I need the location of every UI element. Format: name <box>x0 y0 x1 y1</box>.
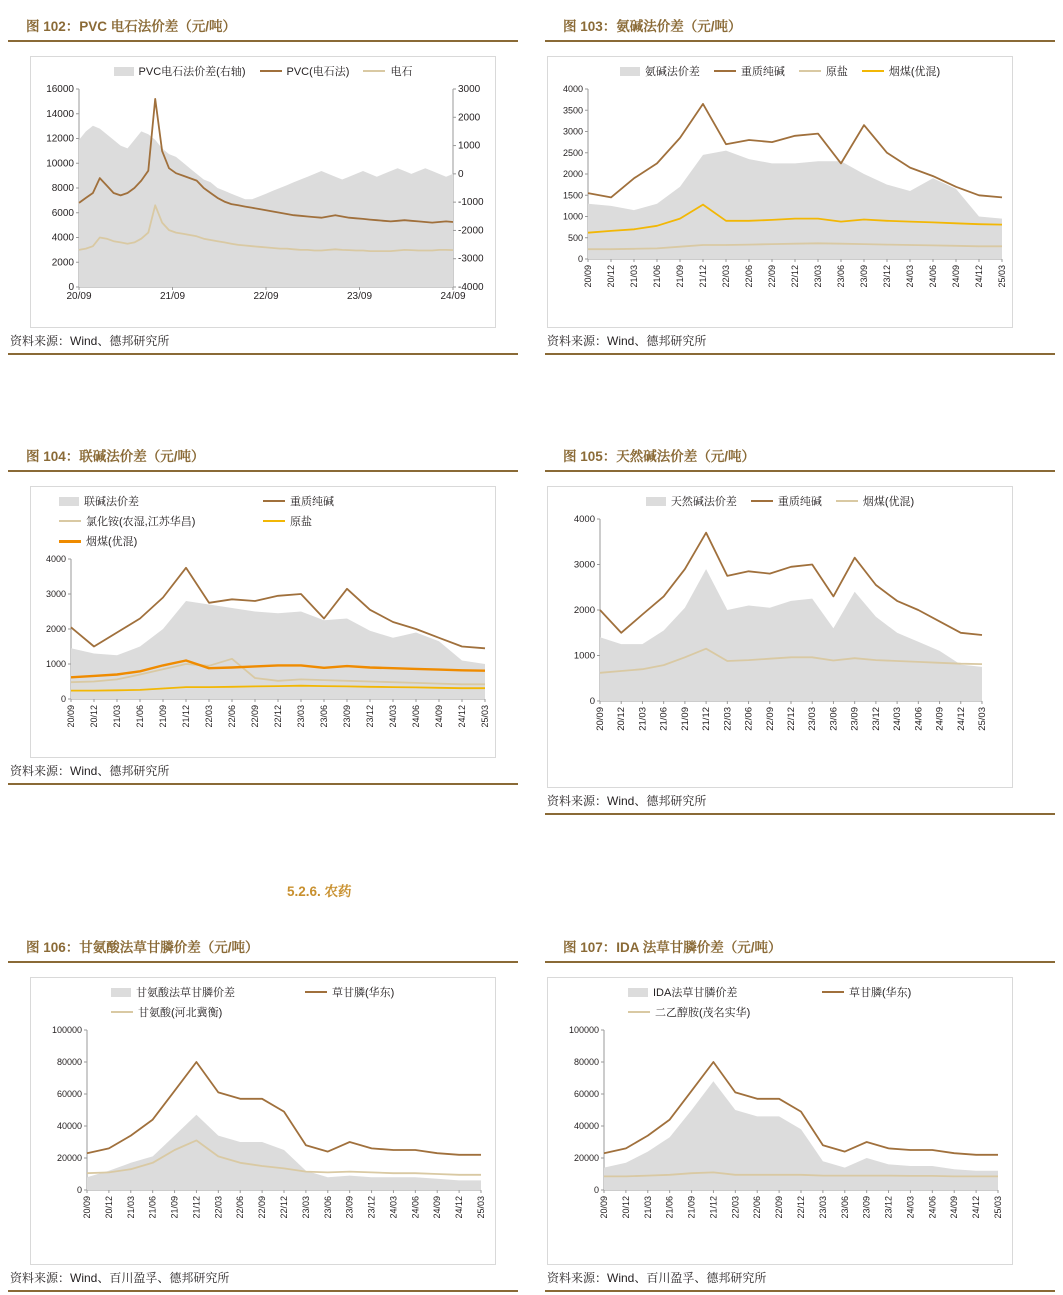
svg-text:24/12: 24/12 <box>454 1196 465 1219</box>
svg-text:23/12: 23/12 <box>883 1196 894 1219</box>
svg-text:0: 0 <box>593 1185 599 1195</box>
legend-label: 烟煤(优混) <box>888 66 941 78</box>
legend-line-icon <box>862 70 884 72</box>
svg-text:3000: 3000 <box>562 126 583 137</box>
legend-swatch-icon <box>59 497 79 506</box>
source-text: 资料来源：Wind、百川盈孚、德邦研究所 <box>10 1271 230 1285</box>
svg-text:2000: 2000 <box>45 624 66 634</box>
legend-item <box>646 493 737 509</box>
svg-text:23/03: 23/03 <box>807 707 819 731</box>
svg-text:20/09: 20/09 <box>82 1196 92 1219</box>
svg-text:21/03: 21/03 <box>112 705 122 728</box>
chart-container-105 <box>547 486 1013 788</box>
svg-text:20/12: 20/12 <box>103 1196 114 1219</box>
svg-text:21/09: 21/09 <box>679 707 691 731</box>
svg-text:20/12: 20/12 <box>620 1196 631 1219</box>
svg-text:23/12: 23/12 <box>366 1196 377 1219</box>
svg-text:23/06: 23/06 <box>836 265 846 288</box>
header-rule <box>8 40 518 42</box>
svg-text:24/12: 24/12 <box>457 705 467 728</box>
legend-swatch-icon <box>111 988 131 997</box>
legend-line-icon <box>260 70 282 72</box>
svg-text:20/09: 20/09 <box>66 291 92 302</box>
svg-text:21/03: 21/03 <box>629 265 639 288</box>
legend-label: 天然碱法价差 <box>670 496 737 508</box>
svg-text:24/06: 24/06 <box>913 707 925 731</box>
svg-text:22/03: 22/03 <box>722 707 734 731</box>
figure-header <box>545 14 1055 40</box>
chart-container-106 <box>30 977 496 1265</box>
svg-text:0: 0 <box>76 1185 82 1195</box>
figure-panel-102 <box>8 14 518 355</box>
svg-text:23/06: 23/06 <box>839 1196 850 1219</box>
svg-text:22/12: 22/12 <box>273 705 283 728</box>
svg-text:25/03: 25/03 <box>993 1196 1003 1219</box>
chart-container-103 <box>547 56 1013 328</box>
svg-text:21/06: 21/06 <box>147 1196 158 1219</box>
svg-text:500: 500 <box>567 232 583 243</box>
svg-text:24/09: 24/09 <box>434 705 444 728</box>
legend-swatch-icon <box>628 988 648 997</box>
source-text: 资料来源：Wind、德邦研究所 <box>10 334 170 348</box>
svg-text:6000: 6000 <box>51 207 74 219</box>
legend-label: 氨碱法价差 <box>644 66 700 78</box>
svg-text:22/12: 22/12 <box>786 707 797 731</box>
legend-item <box>260 63 350 79</box>
svg-text:3000: 3000 <box>458 84 481 95</box>
svg-text:21/03: 21/03 <box>642 1196 653 1219</box>
svg-text:20/12: 20/12 <box>616 707 628 731</box>
figure-panel-106 <box>8 935 518 1292</box>
svg-text:22/12: 22/12 <box>790 265 800 288</box>
svg-text:24/12: 24/12 <box>971 1196 982 1219</box>
svg-text:21/12: 21/12 <box>191 1196 202 1219</box>
svg-text:60000: 60000 <box>573 1089 599 1099</box>
legend-label: 草甘膦(华东) <box>849 987 912 999</box>
legend-label: 烟煤(优混) <box>86 536 138 548</box>
legend-swatch-icon <box>114 67 134 76</box>
svg-text:1000: 1000 <box>458 140 481 152</box>
legend-swatch-icon <box>620 67 640 76</box>
svg-text:22/09: 22/09 <box>764 707 776 731</box>
svg-text:21/12: 21/12 <box>708 1196 719 1219</box>
svg-text:4000: 4000 <box>573 514 595 525</box>
svg-text:21/06: 21/06 <box>652 265 662 288</box>
svg-text:24/03: 24/03 <box>905 1196 916 1219</box>
legend-label: 重质纯碱 <box>777 496 822 508</box>
figure-header <box>545 935 1055 961</box>
chart-legend <box>31 487 495 551</box>
figure-header <box>545 444 1055 470</box>
svg-text:0: 0 <box>68 282 74 293</box>
svg-text:12000: 12000 <box>46 133 74 145</box>
legend-item <box>263 493 334 509</box>
chart-plot-107 <box>548 1022 1012 1250</box>
header-rule <box>545 961 1055 963</box>
svg-text:20/09: 20/09 <box>595 707 606 731</box>
svg-text:25/03: 25/03 <box>476 1196 486 1219</box>
legend-swatch-icon <box>646 497 666 506</box>
svg-text:23/09: 23/09 <box>861 1196 872 1219</box>
figure-title: 图 104：联碱法价差（元/吨） <box>26 444 518 470</box>
svg-text:25/03: 25/03 <box>480 705 490 728</box>
legend-line-icon <box>363 70 385 72</box>
svg-text:21/09: 21/09 <box>158 705 168 728</box>
chart-legend <box>548 978 1012 1022</box>
svg-text:4000: 4000 <box>51 232 74 244</box>
svg-text:24/03: 24/03 <box>905 265 915 288</box>
svg-text:21/12: 21/12 <box>181 705 191 728</box>
svg-text:24/06: 24/06 <box>411 705 421 728</box>
svg-text:2000: 2000 <box>573 605 595 616</box>
svg-text:24/06: 24/06 <box>410 1196 421 1219</box>
chart-plot-104 <box>31 551 495 757</box>
svg-text:21/06: 21/06 <box>664 1196 675 1219</box>
figure-panel-103 <box>545 14 1055 355</box>
legend-line-icon <box>799 70 821 72</box>
svg-text:21/12: 21/12 <box>701 707 713 731</box>
svg-text:20000: 20000 <box>573 1153 599 1163</box>
header-rule <box>545 470 1055 472</box>
svg-text:10000: 10000 <box>46 158 74 170</box>
svg-text:0: 0 <box>458 168 464 180</box>
source-rule <box>8 1290 518 1292</box>
source-text: 资料来源：Wind、德邦研究所 <box>547 334 707 348</box>
figure-header <box>8 935 518 961</box>
svg-text:100000: 100000 <box>568 1025 599 1035</box>
figure-header <box>8 444 518 470</box>
svg-text:22/03: 22/03 <box>213 1196 224 1219</box>
svg-text:20/09: 20/09 <box>599 1196 609 1219</box>
svg-text:20/12: 20/12 <box>89 705 99 728</box>
legend-item <box>305 984 394 1000</box>
svg-text:23/03: 23/03 <box>300 1196 311 1219</box>
source-text: 资料来源：Wind、德邦研究所 <box>547 794 707 808</box>
legend-line-icon <box>628 1011 650 1013</box>
svg-text:23/12: 23/12 <box>365 705 375 728</box>
svg-text:24/09: 24/09 <box>949 1196 960 1219</box>
svg-text:25/03: 25/03 <box>997 265 1007 288</box>
svg-text:4000: 4000 <box>562 84 583 94</box>
svg-text:3000: 3000 <box>45 589 66 599</box>
legend-item <box>628 1004 808 1020</box>
legend-line-icon <box>822 991 844 993</box>
header-rule <box>8 470 518 472</box>
legend-label: 重质纯碱 <box>290 496 334 508</box>
figure-panel-104 <box>8 444 518 785</box>
legend-label: 草甘膦(华东) <box>332 987 395 999</box>
svg-text:23/12: 23/12 <box>870 707 882 731</box>
svg-text:20/12: 20/12 <box>606 265 616 288</box>
chart-container-102 <box>30 56 496 328</box>
svg-text:22/03: 22/03 <box>730 1196 741 1219</box>
svg-text:21/06: 21/06 <box>135 705 145 728</box>
legend-line-icon <box>111 1011 133 1013</box>
figure-panel-107 <box>545 935 1055 1292</box>
svg-text:21/09: 21/09 <box>169 1196 180 1219</box>
legend-line-icon <box>751 500 773 502</box>
svg-text:1000: 1000 <box>45 659 66 669</box>
chart-container-107 <box>547 977 1013 1265</box>
svg-text:-1000: -1000 <box>458 197 484 209</box>
legend-label: 甘氨酸(河北冀衡) <box>138 1007 223 1019</box>
svg-text:24/09: 24/09 <box>440 291 466 302</box>
header-square-icon <box>545 14 563 40</box>
svg-text:80000: 80000 <box>573 1057 599 1067</box>
source-text: 资料来源：Wind、百川盈孚、德邦研究所 <box>547 1271 767 1285</box>
header-square-icon <box>545 444 563 470</box>
svg-text:24/09: 24/09 <box>951 265 961 288</box>
svg-text:14000: 14000 <box>46 108 74 120</box>
legend-line-icon <box>263 520 285 522</box>
header-square-icon <box>8 935 26 961</box>
svg-text:2000: 2000 <box>458 112 481 124</box>
svg-text:21/06: 21/06 <box>658 707 670 731</box>
svg-text:21/09: 21/09 <box>159 291 186 302</box>
legend-item <box>799 63 848 79</box>
legend-label: 烟煤(优混) <box>862 496 915 508</box>
legend-label: 氯化铵(农湿,江苏华昌) <box>86 516 196 528</box>
svg-text:22/09: 22/09 <box>257 1196 268 1219</box>
svg-text:23/06: 23/06 <box>322 1196 333 1219</box>
section-title: 5.2.6. 农药 <box>287 884 352 899</box>
svg-text:22/06: 22/06 <box>743 707 755 731</box>
svg-text:24/06: 24/06 <box>927 1196 938 1219</box>
svg-text:0: 0 <box>577 254 583 264</box>
legend-label: PVC电石法价差(右轴) <box>138 66 246 78</box>
legend-label: 二乙醇胺(茂名实华) <box>655 1007 751 1019</box>
svg-text:24/03: 24/03 <box>388 1196 399 1219</box>
svg-text:-2000: -2000 <box>458 225 484 237</box>
legend-item <box>628 984 808 1000</box>
svg-text:0: 0 <box>589 696 595 707</box>
svg-text:24/09: 24/09 <box>934 707 946 731</box>
legend-line-icon <box>59 520 81 522</box>
svg-text:1000: 1000 <box>573 650 595 662</box>
svg-text:24/06: 24/06 <box>928 265 938 288</box>
figure-title: 图 106：甘氨酸法草甘膦价差（元/吨） <box>26 935 518 961</box>
legend-item <box>111 1004 291 1020</box>
legend-label: IDA法草甘膦价差 <box>653 987 738 999</box>
svg-text:80000: 80000 <box>56 1057 82 1067</box>
svg-text:21/09: 21/09 <box>686 1196 697 1219</box>
svg-text:24/03: 24/03 <box>388 705 398 728</box>
legend-label: 电石 <box>390 66 413 78</box>
figure-title: 图 105：天然碱法价差（元/吨） <box>563 444 1055 470</box>
figure-title: 图 103：氨碱法价差（元/吨） <box>563 14 1055 40</box>
legend-item <box>59 493 249 509</box>
svg-text:24/12: 24/12 <box>955 707 967 731</box>
svg-text:22/06: 22/06 <box>227 705 237 728</box>
figure-header <box>8 14 518 40</box>
source-rule <box>8 353 518 355</box>
svg-text:22/06: 22/06 <box>235 1196 246 1219</box>
svg-text:23/06: 23/06 <box>319 705 329 728</box>
figure-panel-105 <box>545 444 1055 815</box>
svg-text:40000: 40000 <box>573 1121 599 1131</box>
svg-text:22/09: 22/09 <box>250 705 260 728</box>
legend-line-icon <box>305 991 327 993</box>
legend-item <box>751 493 822 509</box>
legend-label: 原盐 <box>290 516 312 528</box>
svg-text:40000: 40000 <box>56 1121 82 1131</box>
legend-label: 甘氨酸法草甘膦价差 <box>136 987 235 999</box>
svg-text:-4000: -4000 <box>458 282 484 293</box>
legend-item <box>363 63 412 79</box>
svg-text:23/09: 23/09 <box>849 707 861 731</box>
legend-label: 重质纯碱 <box>740 66 785 78</box>
chart-plot-102 <box>31 81 495 317</box>
legend-line-icon <box>59 540 81 543</box>
svg-text:3000: 3000 <box>573 559 595 571</box>
svg-text:21/03: 21/03 <box>125 1196 136 1219</box>
svg-text:-3000: -3000 <box>458 253 484 265</box>
header-square-icon <box>8 444 26 470</box>
svg-text:1000: 1000 <box>562 211 583 222</box>
svg-text:22/06: 22/06 <box>752 1196 763 1219</box>
header-square-icon <box>8 14 26 40</box>
legend-item <box>822 984 911 1000</box>
svg-text:22/09: 22/09 <box>767 265 777 288</box>
legend-label: 原盐 <box>825 66 848 78</box>
svg-text:22/12: 22/12 <box>279 1196 289 1219</box>
legend-line-icon <box>714 70 736 72</box>
source-text: 资料来源：Wind、德邦研究所 <box>10 764 170 778</box>
svg-text:21/03: 21/03 <box>637 707 649 731</box>
header-rule <box>8 961 518 963</box>
svg-text:8000: 8000 <box>51 183 74 194</box>
legend-line-icon <box>263 500 285 502</box>
svg-text:23/03: 23/03 <box>817 1196 828 1219</box>
legend-item <box>263 513 312 529</box>
svg-text:22/12: 22/12 <box>796 1196 806 1219</box>
svg-text:20/09: 20/09 <box>66 705 76 728</box>
legend-item <box>714 63 785 79</box>
svg-text:23/09: 23/09 <box>342 705 352 728</box>
svg-text:21/09: 21/09 <box>675 265 685 288</box>
svg-text:60000: 60000 <box>56 1089 82 1099</box>
svg-text:100000: 100000 <box>51 1025 82 1035</box>
legend-item <box>620 63 700 79</box>
svg-text:22/09: 22/09 <box>253 291 279 302</box>
legend-item <box>836 493 914 509</box>
svg-text:24/12: 24/12 <box>974 265 984 288</box>
svg-text:23/03: 23/03 <box>296 705 306 728</box>
legend-item <box>111 984 291 1000</box>
legend-label: 联碱法价差 <box>84 496 139 508</box>
svg-text:23/09: 23/09 <box>859 265 869 288</box>
chart-plot-105 <box>548 511 1012 763</box>
legend-item <box>59 513 249 529</box>
svg-text:21/12: 21/12 <box>698 265 708 288</box>
legend-line-icon <box>836 500 858 502</box>
svg-text:16000: 16000 <box>46 84 74 95</box>
svg-text:23/03: 23/03 <box>813 265 823 288</box>
legend-label: PVC(电石法) <box>286 66 350 78</box>
chart-plot-103 <box>548 81 1012 317</box>
figure-title: 图 102：PVC 电石法价差（元/吨） <box>26 14 518 40</box>
svg-text:2000: 2000 <box>562 169 583 179</box>
legend-item <box>59 533 249 549</box>
svg-text:20000: 20000 <box>56 1153 82 1163</box>
svg-text:23/12: 23/12 <box>882 265 892 288</box>
svg-text:3500: 3500 <box>562 105 583 116</box>
legend-item <box>862 63 940 79</box>
svg-text:22/03: 22/03 <box>204 705 214 728</box>
source-rule <box>8 783 518 785</box>
svg-text:0: 0 <box>60 694 66 704</box>
chart-legend <box>548 57 1012 81</box>
chart-legend <box>31 978 495 1022</box>
svg-text:20/09: 20/09 <box>583 265 593 288</box>
svg-text:23/06: 23/06 <box>828 707 840 731</box>
chart-legend <box>31 57 495 81</box>
svg-text:2000: 2000 <box>51 257 74 269</box>
svg-text:24/09: 24/09 <box>432 1196 443 1219</box>
svg-text:25/03: 25/03 <box>977 707 988 731</box>
svg-text:22/06: 22/06 <box>744 265 754 288</box>
chart-container-104 <box>30 486 496 758</box>
legend-item <box>114 63 246 79</box>
svg-text:22/03: 22/03 <box>721 265 731 288</box>
figure-title: 图 107：IDA 法草甘膦价差（元/吨） <box>563 935 1055 961</box>
source-rule <box>545 813 1055 815</box>
source-rule <box>545 1290 1055 1292</box>
source-rule <box>545 353 1055 355</box>
header-square-icon <box>545 935 563 961</box>
svg-text:23/09: 23/09 <box>346 291 373 302</box>
svg-text:23/09: 23/09 <box>344 1196 355 1219</box>
chart-plot-106 <box>31 1022 495 1250</box>
svg-text:22/09: 22/09 <box>774 1196 785 1219</box>
svg-text:2500: 2500 <box>562 147 583 158</box>
svg-text:24/03: 24/03 <box>892 707 904 731</box>
svg-text:4000: 4000 <box>45 554 66 564</box>
header-rule <box>545 40 1055 42</box>
svg-text:1500: 1500 <box>562 190 583 201</box>
chart-legend <box>548 487 1012 511</box>
